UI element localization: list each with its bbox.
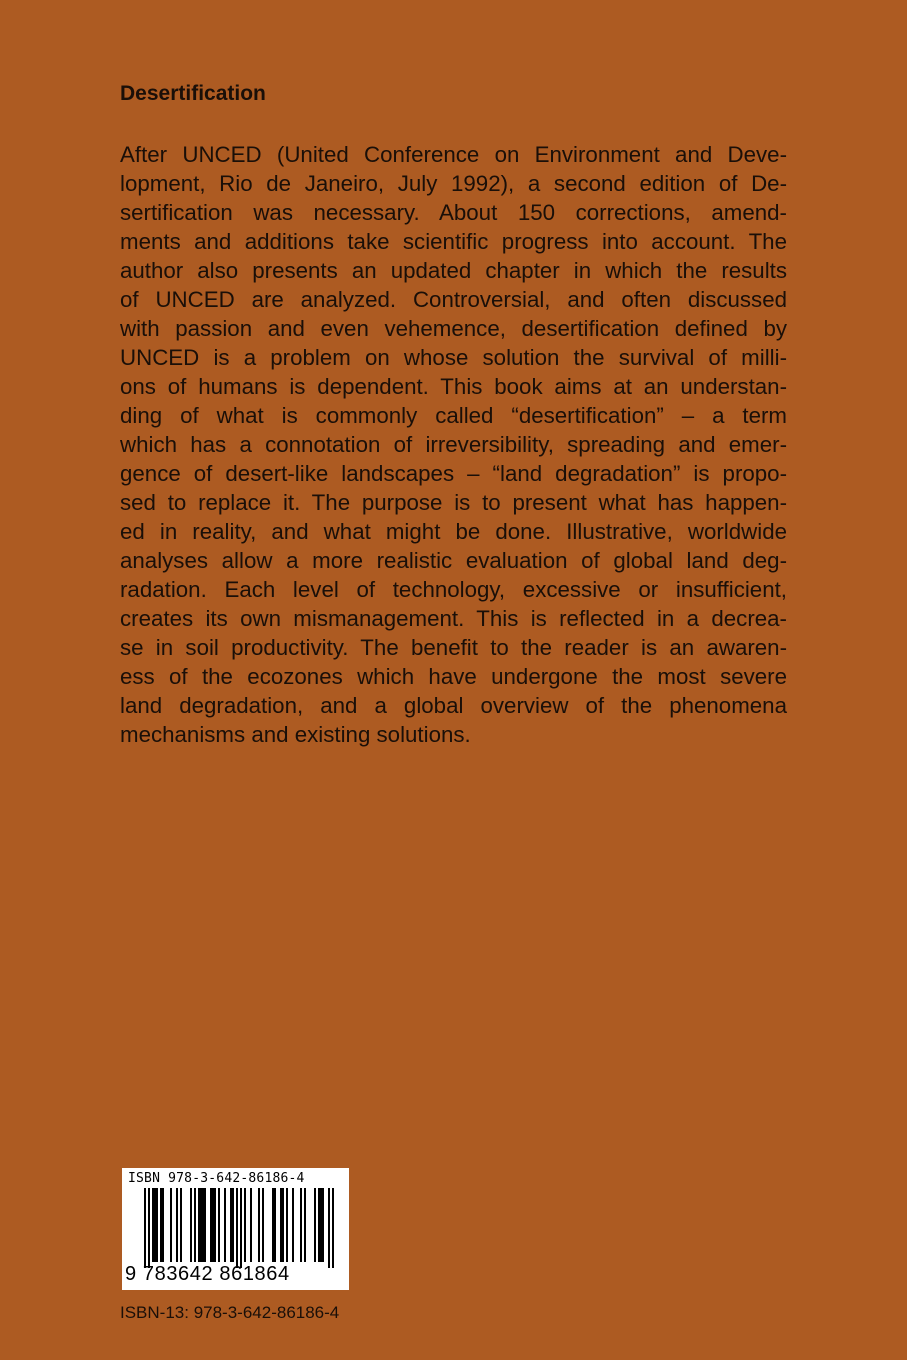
- blurb-line: with passion and even vehemence, desertification defined by: [120, 316, 787, 341]
- blurb-paragraph: [120, 140, 787, 749]
- blurb-line: radation. Each level of technology, excessive or insufficient,: [120, 577, 787, 602]
- barcode-bar: [162, 1188, 164, 1262]
- barcode-isbn-label: ISBN 978-3-642-86186-4: [128, 1171, 305, 1186]
- barcode-bar: [202, 1188, 204, 1262]
- barcode-bar: [244, 1188, 246, 1262]
- blurb-line: of UNCED are analyzed. Controversial, and often discussed: [120, 287, 787, 312]
- barcode-bar: [204, 1188, 206, 1262]
- blurb-line: ons of humans is dependent. This book aims at an understan-: [120, 374, 787, 399]
- barcode-guard-bar: [240, 1188, 242, 1268]
- isbn-13-text: ISBN-13: 978-3-642-86186-4: [120, 1303, 340, 1322]
- barcode-guard-bar: [236, 1188, 238, 1268]
- barcode-bar: [322, 1188, 324, 1262]
- barcode-bar: [156, 1188, 158, 1262]
- blurb-line: lopment, Rio de Janeiro, July 1992), a second edition of De-: [120, 171, 787, 196]
- book-title: Desertification: [120, 82, 266, 105]
- blurb-line: UNCED is a problem on whose solution the survival of milli-: [120, 345, 787, 370]
- blurb-line: ess of the ecozones which have undergone the most severe: [120, 664, 787, 689]
- blurb-line: mechanisms and existing solutions.: [120, 722, 471, 747]
- barcode-bar: [262, 1188, 264, 1262]
- blurb-line: se in soil productivity. The benefit to the reader is an awaren-: [120, 635, 787, 660]
- barcode-bar: [170, 1188, 172, 1262]
- blurb-line: After UNCED (United Conference on Environment and Deve-: [120, 142, 787, 167]
- blurb-line: which has a connotation of irreversibility, spreading and emer-: [120, 432, 787, 457]
- barcode-bar: [194, 1188, 196, 1262]
- barcode-bar: [320, 1188, 322, 1262]
- barcode-bar: [318, 1188, 320, 1262]
- barcode-bar: [274, 1188, 276, 1262]
- blurb-line: ding of what is commonly called “desertification” – a term: [120, 403, 787, 428]
- barcode-bar: [198, 1188, 200, 1262]
- barcode-bar: [200, 1188, 202, 1262]
- barcode-bar: [218, 1188, 220, 1262]
- blurb-line: ed in reality, and what might be done. Illustrative, worldwide: [120, 519, 787, 544]
- barcode-bar: [190, 1188, 192, 1262]
- blurb-line: gence of desert-like landscapes – “land degradation” is propo-: [120, 461, 787, 486]
- barcode-bar: [314, 1188, 316, 1262]
- barcode-bar: [304, 1188, 306, 1262]
- barcode-bar: [176, 1188, 178, 1262]
- blurb-line: creates its own mismanagement. This is reflected in a decrea-: [120, 606, 787, 631]
- barcode-bar: [214, 1188, 216, 1262]
- blurb-line: sed to replace it. The purpose is to present what has happen-: [120, 490, 787, 515]
- barcode-guard-bar: [144, 1188, 146, 1268]
- barcode-bar: [224, 1188, 226, 1262]
- barcode-bar: [232, 1188, 234, 1262]
- barcode-guard-bar: [148, 1188, 150, 1268]
- blurb-line: sertification was necessary. About 150 corrections, amend-: [120, 200, 787, 225]
- barcode-bar: [160, 1188, 162, 1262]
- isbn-barcode: [122, 1168, 349, 1290]
- barcode-bar: [152, 1188, 154, 1262]
- barcode-bar: [250, 1188, 252, 1262]
- barcode-bar: [258, 1188, 260, 1262]
- barcode-bar: [272, 1188, 274, 1262]
- barcode-guard-bar: [328, 1188, 330, 1268]
- barcode-bar: [286, 1188, 288, 1262]
- barcode-bar: [230, 1188, 232, 1262]
- barcode-bar: [282, 1188, 284, 1262]
- barcode-bar: [292, 1188, 294, 1262]
- barcode-digits: 9 783642 861864: [125, 1263, 290, 1285]
- blurb-line: ments and additions take scientific progress into account. The: [120, 229, 787, 254]
- barcode-bar: [300, 1188, 302, 1262]
- barcode-bar: [210, 1188, 212, 1262]
- barcode-bar: [212, 1188, 214, 1262]
- barcode-guard-bar: [332, 1188, 334, 1268]
- blurb-line: analyses allow a more realistic evaluation of global land deg-: [120, 548, 787, 573]
- barcode-bar: [180, 1188, 182, 1262]
- blurb-line: land degradation, and a global overview of the phenomena: [120, 693, 787, 718]
- barcode-bar: [154, 1188, 156, 1262]
- blurb-line: author also presents an updated chapter in which the results: [120, 258, 787, 283]
- barcode-bar: [280, 1188, 282, 1262]
